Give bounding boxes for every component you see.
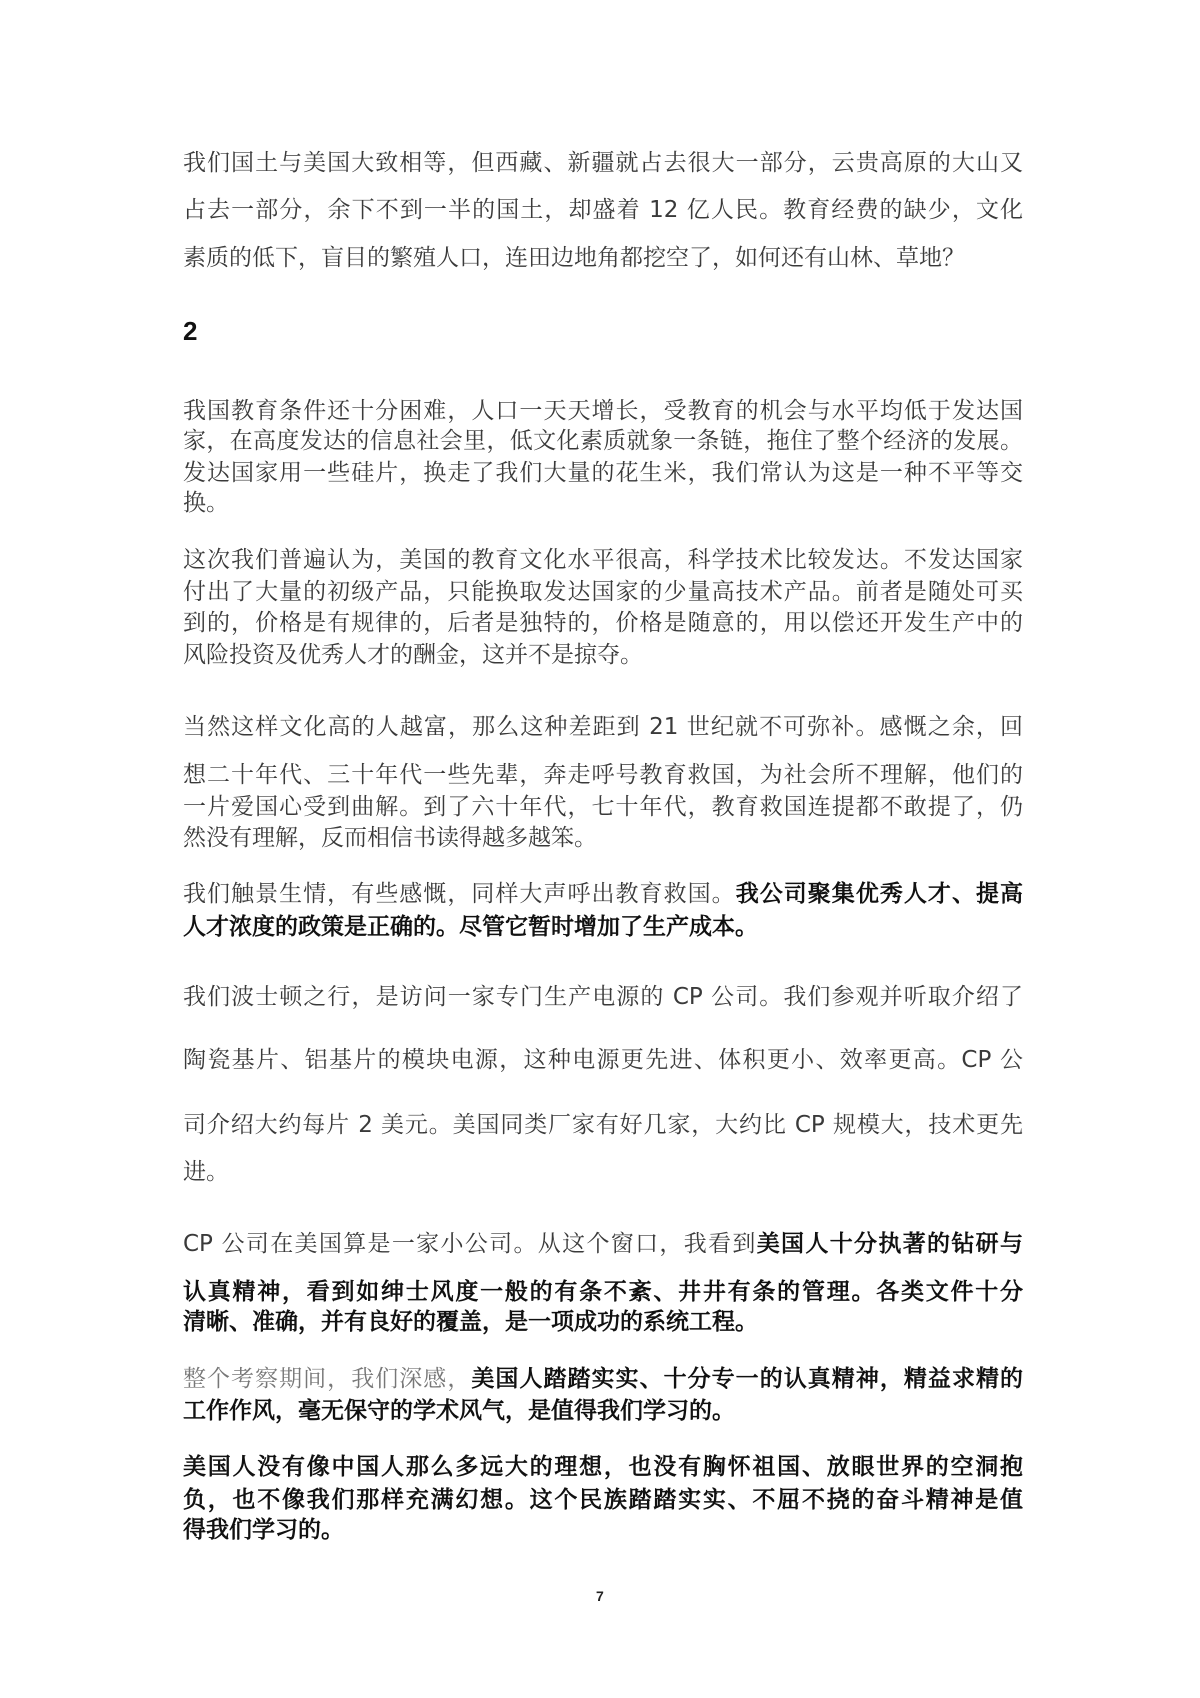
text-line xyxy=(183,1485,1023,1515)
body-text: 我们触景生情，有些感慨，同样大声呼出教育救国。 xyxy=(183,881,736,907)
body-text: 到的，价格是有规律的，后者是独特的，价格是随意的，用以偿还开发生产中的 xyxy=(183,610,1023,636)
bold-text: 负，也不像我们那样充满幻想。这个民族踏踏实实、不屈不挠的奋斗精神是值 xyxy=(183,1487,1023,1513)
text-line xyxy=(183,148,1023,178)
text-line xyxy=(183,243,1023,273)
text-line xyxy=(183,195,1023,225)
body-text: 想二十年代、三十年代一些先辈，奔走呼号教育救国，为社会所不理解，他们的 xyxy=(183,762,1023,788)
section-heading: 2 xyxy=(183,316,198,346)
body-text: 我国教育条件还十分困难，人口一天天增长，受教育的机会与水平均低于发达国 xyxy=(183,398,1023,424)
text-line xyxy=(183,488,1023,518)
text-line xyxy=(183,608,1023,638)
text-line xyxy=(183,1045,1023,1075)
bold-text: 美国人踏踏实实、十分专一的认真精神，精益求精的 xyxy=(471,1366,1024,1392)
body-text: 当然这样文化高的人越富，那么这种差距到 21 世纪就不可弥补。感慨之余，回 xyxy=(183,714,1023,740)
text-line xyxy=(183,1307,1023,1337)
body-text: 家，在高度发达的信息社会里，低文化素质就象一条链，拖住了整个经济的发展。 xyxy=(183,428,1023,454)
text-line xyxy=(183,712,1023,742)
text-line xyxy=(183,792,1023,822)
text-line xyxy=(183,982,1023,1012)
body-text: 占去一部分，余下不到一半的国土，却盛着 12 亿人民。教育经费的缺少，文化 xyxy=(183,197,1023,223)
bold-text: 美国人没有像中国人那么多远大的理想，也没有胸怀祖国、放眼世界的空洞抱 xyxy=(183,1454,1023,1480)
text-line xyxy=(183,1277,1023,1307)
text-line xyxy=(183,640,1023,670)
bold-text: 得我们学习的。 xyxy=(183,1517,344,1543)
text-line xyxy=(183,1364,1023,1394)
body-text: 我们国土与美国大致相等，但西藏、新疆就占去很大一部分，云贵高原的大山又 xyxy=(183,150,1023,176)
body-text: 换。 xyxy=(183,490,229,516)
body-text: 我们波士顿之行，是访问一家专门生产电源的 CP 公司。我们参观并听取介绍了 xyxy=(183,984,1023,1010)
body-text: CP 公司在美国算是一家小公司。从这个窗口，我看到 xyxy=(183,1231,757,1257)
text-line xyxy=(183,823,1023,853)
bold-text: 美国人十分执著的钻研与 xyxy=(756,1231,1023,1257)
text-line xyxy=(183,1396,1023,1426)
body-text: 陶瓷基片、铝基片的模块电源，这种电源更先进、体积更小、效率更高。CP 公 xyxy=(183,1047,1023,1073)
text-line xyxy=(183,912,1023,942)
text-line xyxy=(183,1110,1023,1140)
text-line xyxy=(183,879,1023,909)
text-line xyxy=(183,426,1023,456)
text-line xyxy=(183,1229,1023,1259)
bold-text: 清晰、准确，并有良好的覆盖，是一项成功的系统工程。 xyxy=(183,1309,758,1335)
bold-text: 认真精神，看到如绅士风度一般的有条不紊、井井有条的管理。各类文件十分 xyxy=(183,1279,1023,1305)
body-text: 素质的低下，盲目的繁殖人口，连田边地角都挖空了，如何还有山林、草地？ xyxy=(183,245,965,271)
body-text: 这次我们普遍认为，美国的教育文化水平很高，科学技术比较发达。不发达国家 xyxy=(183,547,1023,573)
text-line xyxy=(183,1157,1023,1187)
bold-text: 工作作风，毫无保守的学术风气，是值得我们学习的。 xyxy=(183,1398,735,1424)
text-line xyxy=(183,577,1023,607)
body-text: 一片爱国心受到曲解。到了六十年代，七十年代，教育救国连提都不敢提了，仍 xyxy=(183,794,1023,820)
text-line xyxy=(183,458,1023,488)
text-line xyxy=(183,545,1023,575)
body-text: 进。 xyxy=(183,1159,229,1185)
text-line xyxy=(183,760,1023,790)
bold-text: 人才浓度的政策是正确的。尽管它暂时增加了生产成本。 xyxy=(183,914,758,940)
text-line xyxy=(183,1515,1023,1545)
body-text: 发达国家用一些硅片，换走了我们大量的花生米，我们常认为这是一种不平等交 xyxy=(183,460,1023,486)
bold-text: 我公司聚集优秀人才、提高 xyxy=(735,881,1024,907)
text-line xyxy=(183,1452,1023,1482)
body-text: 整个考察期间，我们深感， xyxy=(183,1366,472,1392)
page-number: 7 xyxy=(596,1588,604,1604)
body-text: 付出了大量的初级产品，只能换取发达国家的少量高技术产品。前者是随处可买 xyxy=(183,579,1023,605)
text-line xyxy=(183,396,1023,426)
body-text: 司介绍大约每片 2 美元。美国同类厂家有好几家，大约比 CP 规模大，技术更先 xyxy=(183,1112,1023,1138)
body-text: 然没有理解，反而相信书读得越多越笨。 xyxy=(183,825,597,851)
body-text: 风险投资及优秀人才的酬金，这并不是掠夺。 xyxy=(183,642,643,668)
